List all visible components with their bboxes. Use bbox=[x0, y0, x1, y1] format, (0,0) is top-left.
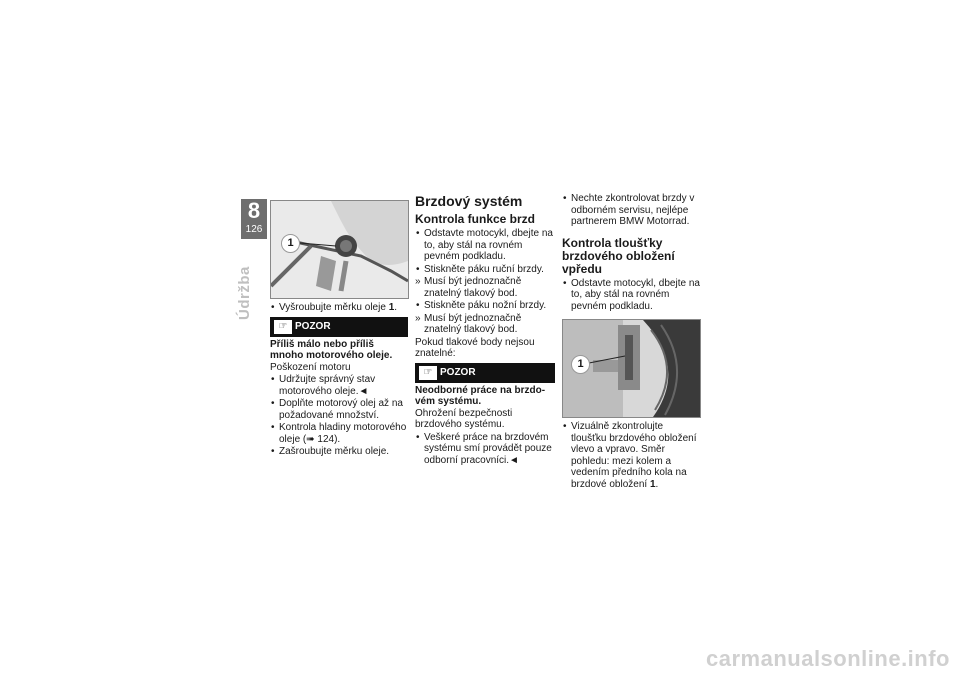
page-number: 126 bbox=[245, 224, 263, 235]
column-1 bbox=[270, 200, 408, 459]
condition-text: Pokud tlakové body nejsou znatelné: bbox=[415, 336, 535, 359]
subsection-title: Kontrola tloušťky brzdového obložení vpředu bbox=[562, 235, 675, 276]
column-2 bbox=[415, 193, 555, 467]
warning-label: POZOR bbox=[295, 320, 331, 332]
step-reinsert-dipstick: • Zašroubujte měrku oleje. bbox=[270, 446, 408, 458]
subsection-title: Kontrola funkce brzd bbox=[415, 212, 536, 226]
step-workshop-check: • Nechte zkontrolovat brzdy v odborném servisu, nejlépe partnerem BMW Motorrad. bbox=[562, 193, 700, 228]
step-remove-dipstick: • Vyšroubujte měrku oleje 1. bbox=[270, 302, 408, 314]
step-park-motorcycle: • Odstavte motocykl, dbejte na to, aby stál na rovném pevném podkladu. bbox=[562, 278, 700, 313]
warning-hand-icon: ☞ bbox=[419, 366, 437, 380]
chapter-number: 8 bbox=[247, 198, 261, 223]
step-park-motorcycle: • Odstavte motocykl, dbejte na to, aby stál na rovném pevném podkladu. bbox=[415, 228, 555, 263]
chapter-title: Údržba bbox=[236, 266, 253, 320]
warning-heading: Příliš málo nebo příliš mnoho motorového oleje. bbox=[270, 338, 393, 361]
column-3 bbox=[562, 193, 700, 491]
warning-heading: Neodborné práce na brzdovém systému. bbox=[415, 384, 546, 407]
step-hand-brake: • Stiskněte páku ruční brzdy. bbox=[415, 264, 555, 276]
warning-bar bbox=[415, 363, 555, 383]
step-keep-oil-level: • Udržujte správný stav motorového oleje.◄ bbox=[270, 374, 408, 397]
brake-pad-figure bbox=[562, 319, 701, 418]
warning-bar bbox=[270, 317, 408, 337]
figure-callout-1: 1 bbox=[281, 234, 300, 253]
warning-description: Poškození motoru bbox=[270, 361, 351, 373]
warning-description: Ohrožení bezpečnosti brzdového systému. bbox=[415, 407, 513, 430]
warning-hand-icon: ☞ bbox=[274, 320, 292, 334]
result-pressure-point-2: » Musí být jednoznačně znatelný tlakový bod. bbox=[415, 313, 555, 336]
watermark: carmanualsonline.info bbox=[706, 646, 950, 671]
step-refill-oil: • Doplňte motorový olej až na požadované množství. bbox=[270, 398, 408, 421]
step-foot-brake: • Stiskněte páku nožní brzdy. bbox=[415, 300, 555, 312]
step-professional-only: • Veškeré práce na brzdovém systému smí provádět pouze odborní pracovníci.◄ bbox=[415, 432, 555, 467]
result-pressure-point-1: » Musí být jednoznačně znatelný tlakový bod. bbox=[415, 276, 555, 299]
warning-label: POZOR bbox=[440, 366, 476, 378]
section-title: Brzdový systém bbox=[415, 193, 523, 209]
chapter-tab bbox=[241, 199, 267, 239]
step-check-oil-level: • Kontrola hladiny motorového oleje (➠ 124). bbox=[270, 422, 408, 445]
oil-dipstick-figure bbox=[270, 200, 409, 299]
step-visual-check: • Vizuálně zkontrolujte tloušťku brzdového obložení vlevo a vpravo. Směr pohledu: mezi kolem a vedením předního kola na brzdové obložení 1. bbox=[562, 421, 700, 490]
figure-callout-1: 1 bbox=[571, 355, 590, 374]
